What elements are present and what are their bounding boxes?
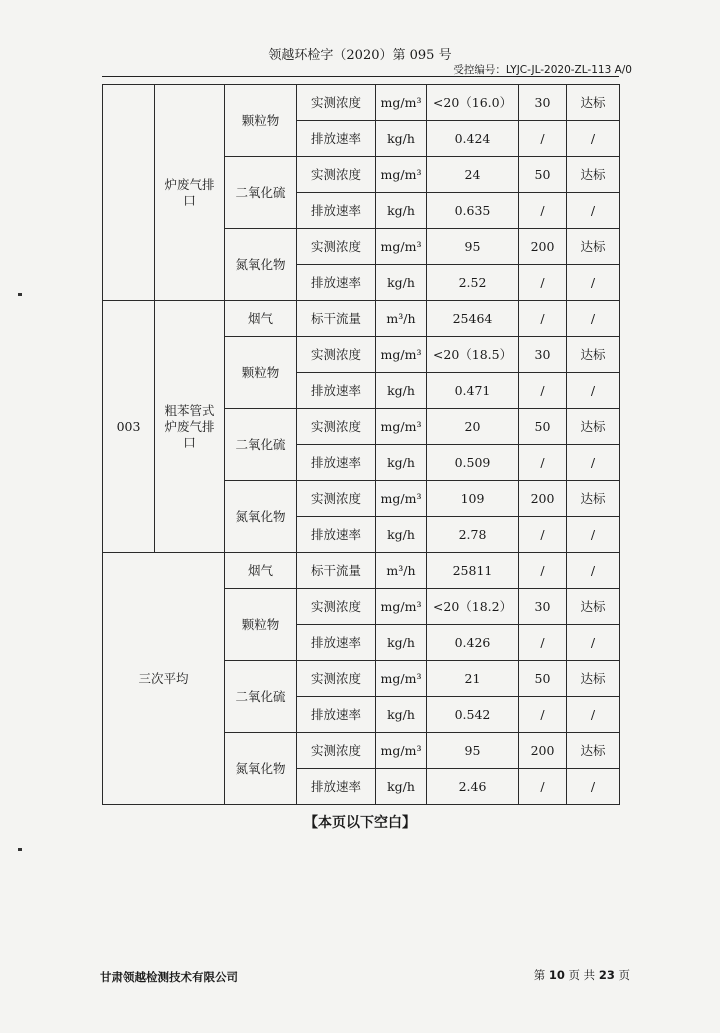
evaluation-cell: / — [567, 625, 620, 661]
result-cell: 0.509 — [427, 445, 519, 481]
evaluation-cell: / — [567, 769, 620, 805]
point-id-cell: 三次平均 — [103, 553, 225, 805]
unit-cell: kg/h — [376, 121, 427, 157]
item-cell: 实测浓度 — [297, 337, 376, 373]
unit-cell: kg/h — [376, 445, 427, 481]
item-cell: 实测浓度 — [297, 229, 376, 265]
evaluation-cell: / — [567, 193, 620, 229]
limit-cell: / — [519, 301, 567, 337]
evaluation-cell: / — [567, 517, 620, 553]
page-current: 10 — [548, 968, 565, 982]
unit-cell: mg/m³ — [376, 409, 427, 445]
pollutant-cell: 颗粒物 — [225, 337, 297, 409]
result-cell: 21 — [427, 661, 519, 697]
item-cell: 标干流量 — [297, 553, 376, 589]
evaluation-cell: 达标 — [567, 229, 620, 265]
limit-cell: 200 — [519, 229, 567, 265]
pollutant-cell: 颗粒物 — [225, 589, 297, 661]
item-cell: 实测浓度 — [297, 481, 376, 517]
point-name-cell: 粗苯管式 炉废气排 口 — [155, 301, 225, 553]
unit-cell: kg/h — [376, 193, 427, 229]
unit-cell: mg/m³ — [376, 229, 427, 265]
item-cell: 排放速率 — [297, 121, 376, 157]
page-mid: 页 共 — [568, 968, 596, 982]
unit-cell: m³/h — [376, 553, 427, 589]
evaluation-cell: / — [567, 265, 620, 301]
pollutant-cell: 氮氧化物 — [225, 229, 297, 301]
unit-cell: mg/m³ — [376, 589, 427, 625]
pollutant-cell: 颗粒物 — [225, 85, 297, 157]
item-cell: 排放速率 — [297, 445, 376, 481]
item-cell: 排放速率 — [297, 697, 376, 733]
unit-cell: kg/h — [376, 373, 427, 409]
limit-cell: / — [519, 193, 567, 229]
item-cell: 实测浓度 — [297, 589, 376, 625]
limit-cell: 50 — [519, 409, 567, 445]
result-cell: 2.46 — [427, 769, 519, 805]
item-cell: 实测浓度 — [297, 661, 376, 697]
unit-cell: mg/m³ — [376, 85, 427, 121]
scan-mark — [18, 293, 22, 296]
unit-cell: mg/m³ — [376, 661, 427, 697]
result-cell: 95 — [427, 229, 519, 265]
pollutant-cell: 二氧化硫 — [225, 409, 297, 481]
unit-cell: kg/h — [376, 265, 427, 301]
limit-cell: / — [519, 625, 567, 661]
unit-cell: kg/h — [376, 625, 427, 661]
evaluation-cell: / — [567, 121, 620, 157]
item-cell: 实测浓度 — [297, 85, 376, 121]
item-cell: 实测浓度 — [297, 409, 376, 445]
table-row — [103, 85, 620, 121]
evaluation-cell: / — [567, 301, 620, 337]
item-cell: 标干流量 — [297, 301, 376, 337]
limit-cell: / — [519, 121, 567, 157]
pollutant-cell: 二氧化硫 — [225, 157, 297, 229]
unit-cell: kg/h — [376, 769, 427, 805]
pollutant-cell: 二氧化硫 — [225, 661, 297, 733]
result-cell: 0.635 — [427, 193, 519, 229]
result-cell: 24 — [427, 157, 519, 193]
header-rule — [102, 76, 619, 77]
limit-cell: / — [519, 553, 567, 589]
page-suffix: 页 — [618, 968, 630, 982]
result-cell: <20（18.2） — [427, 589, 519, 625]
item-cell: 排放速率 — [297, 373, 376, 409]
item-cell: 排放速率 — [297, 769, 376, 805]
limit-cell: 30 — [519, 337, 567, 373]
limit-cell: / — [519, 769, 567, 805]
limit-cell: 50 — [519, 661, 567, 697]
result-cell: <20（16.0） — [427, 85, 519, 121]
evaluation-cell: 达标 — [567, 157, 620, 193]
page-prefix: 第 — [533, 968, 546, 982]
result-cell: 25811 — [427, 553, 519, 589]
control-number: 受控编号：LYJC-JL-2020-ZL-113 A/0 — [453, 64, 632, 76]
unit-cell: kg/h — [376, 517, 427, 553]
result-cell: 20 — [427, 409, 519, 445]
evaluation-cell: 达标 — [567, 409, 620, 445]
company-name: 甘肃领越检测技术有限公司 — [100, 970, 238, 984]
item-cell: 排放速率 — [297, 517, 376, 553]
scan-mark — [18, 848, 22, 851]
item-cell: 排放速率 — [297, 193, 376, 229]
evaluation-cell: 达标 — [567, 733, 620, 769]
unit-cell: kg/h — [376, 697, 427, 733]
point-name-cell: 炉废气排 口 — [155, 85, 225, 301]
item-cell: 实测浓度 — [297, 157, 376, 193]
evaluation-cell: / — [567, 373, 620, 409]
limit-cell: 200 — [519, 481, 567, 517]
emission-results-table — [102, 84, 620, 805]
unit-cell: m³/h — [376, 301, 427, 337]
limit-cell: / — [519, 265, 567, 301]
limit-cell: 30 — [519, 589, 567, 625]
pollutant-cell: 氮氧化物 — [225, 733, 297, 805]
result-cell: 95 — [427, 733, 519, 769]
point-id-cell — [103, 85, 155, 301]
result-cell: 2.78 — [427, 517, 519, 553]
limit-cell: / — [519, 445, 567, 481]
evaluation-cell: 达标 — [567, 661, 620, 697]
item-cell: 实测浓度 — [297, 733, 376, 769]
limit-cell: 200 — [519, 733, 567, 769]
page-total: 23 — [598, 968, 615, 982]
evaluation-cell: / — [567, 445, 620, 481]
unit-cell: mg/m³ — [376, 733, 427, 769]
limit-cell: / — [519, 373, 567, 409]
result-cell: 0.542 — [427, 697, 519, 733]
result-cell: 109 — [427, 481, 519, 517]
item-cell: 排放速率 — [297, 625, 376, 661]
pollutant-cell: 烟气 — [225, 301, 297, 337]
pollutant-cell: 氮氧化物 — [225, 481, 297, 553]
evaluation-cell: / — [567, 697, 620, 733]
report-number: 领越环检字（2020）第 095 号 — [268, 48, 452, 63]
result-cell: 0.426 — [427, 625, 519, 661]
limit-cell: / — [519, 697, 567, 733]
limit-cell: 50 — [519, 157, 567, 193]
item-cell: 排放速率 — [297, 265, 376, 301]
evaluation-cell: 达标 — [567, 481, 620, 517]
limit-cell: 30 — [519, 85, 567, 121]
evaluation-cell: 达标 — [567, 589, 620, 625]
result-cell: <20（18.5） — [427, 337, 519, 373]
point-id-cell: 003 — [103, 301, 155, 553]
result-cell: 25464 — [427, 301, 519, 337]
table-row — [103, 301, 620, 337]
unit-cell: mg/m³ — [376, 337, 427, 373]
blank-below-notice: 【本页以下空白】 — [304, 815, 416, 831]
result-cell: 0.424 — [427, 121, 519, 157]
limit-cell: / — [519, 517, 567, 553]
evaluation-cell: / — [567, 553, 620, 589]
pollutant-cell: 烟气 — [225, 553, 297, 589]
unit-cell: mg/m³ — [376, 481, 427, 517]
evaluation-cell: 达标 — [567, 85, 620, 121]
result-cell: 2.52 — [427, 265, 519, 301]
evaluation-cell: 达标 — [567, 337, 620, 373]
unit-cell: mg/m³ — [376, 157, 427, 193]
page-number — [534, 967, 630, 983]
table-row — [103, 553, 620, 589]
result-cell: 0.471 — [427, 373, 519, 409]
